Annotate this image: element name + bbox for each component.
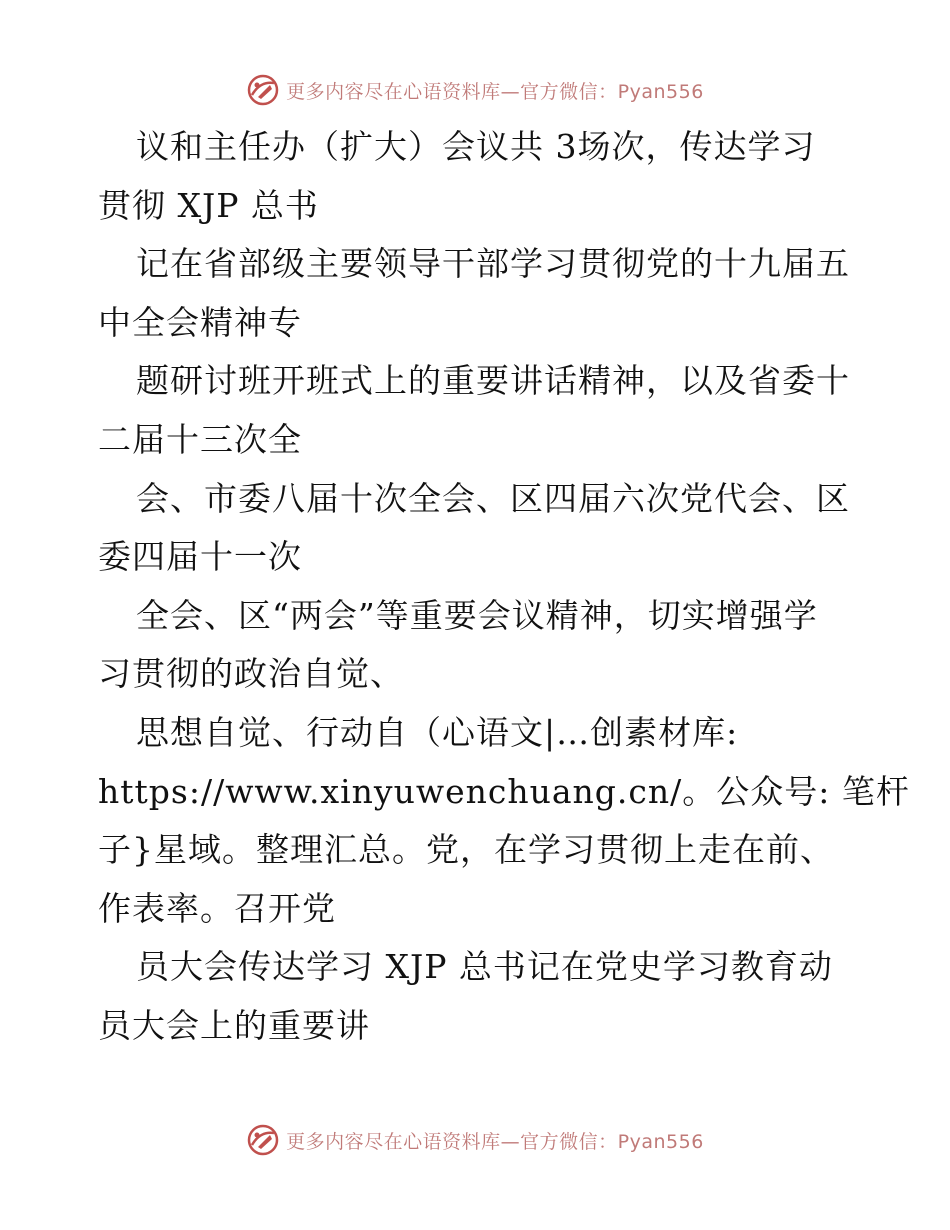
text-line: 子}星域。整理汇总。党，在学习贯彻上走在前、 [98, 830, 834, 870]
text-line: 议和主任办（扩大）会议共 3场次，传达学习 [136, 127, 816, 166]
text-line: 作表率。召开党 [98, 888, 336, 928]
text-line: 全会、区“两会”等重要会议精神，切实增强学 [136, 595, 818, 635]
header-banner [0, 70, 950, 110]
text-line: 思想自觉、行动自（心语文|…创素材库: [136, 712, 739, 752]
text-line: 会、市委八届十次全会、区四届六次党代会、区 [136, 478, 850, 518]
footer-banner [0, 1120, 950, 1160]
text-line: https://www.xinyuwenchuang.cn/。公众号: 笔杆 [98, 771, 910, 811]
text-line: 题研讨班开班式上的重要讲话精神，以及省委十 [136, 361, 850, 401]
text-line: 习贯彻的政治自觉、 [98, 654, 404, 694]
document-body [98, 118, 910, 1056]
text-line: 贯彻 XJP 总书 [98, 185, 319, 225]
text-line: 委四届十一次 [98, 537, 302, 577]
text-line: 员大会上的重要讲 [98, 1005, 370, 1045]
text-line: 中全会精神专 [98, 302, 302, 342]
text-line: 二届十三次全 [98, 419, 302, 459]
footer-banner-text: 更多内容尽在心语资料库—官方微信：Pyan556 [286, 1130, 704, 1153]
logo-icon [246, 73, 280, 107]
header-banner-text: 更多内容尽在心语资料库—官方微信：Pyan556 [286, 80, 704, 103]
text-line: 员大会传达学习 XJP 总书记在党史学习教育动 [136, 947, 833, 987]
text-line: 记在省部级主要领导干部学习贯彻党的十九届五 [136, 244, 850, 284]
logo-icon [246, 1123, 280, 1157]
